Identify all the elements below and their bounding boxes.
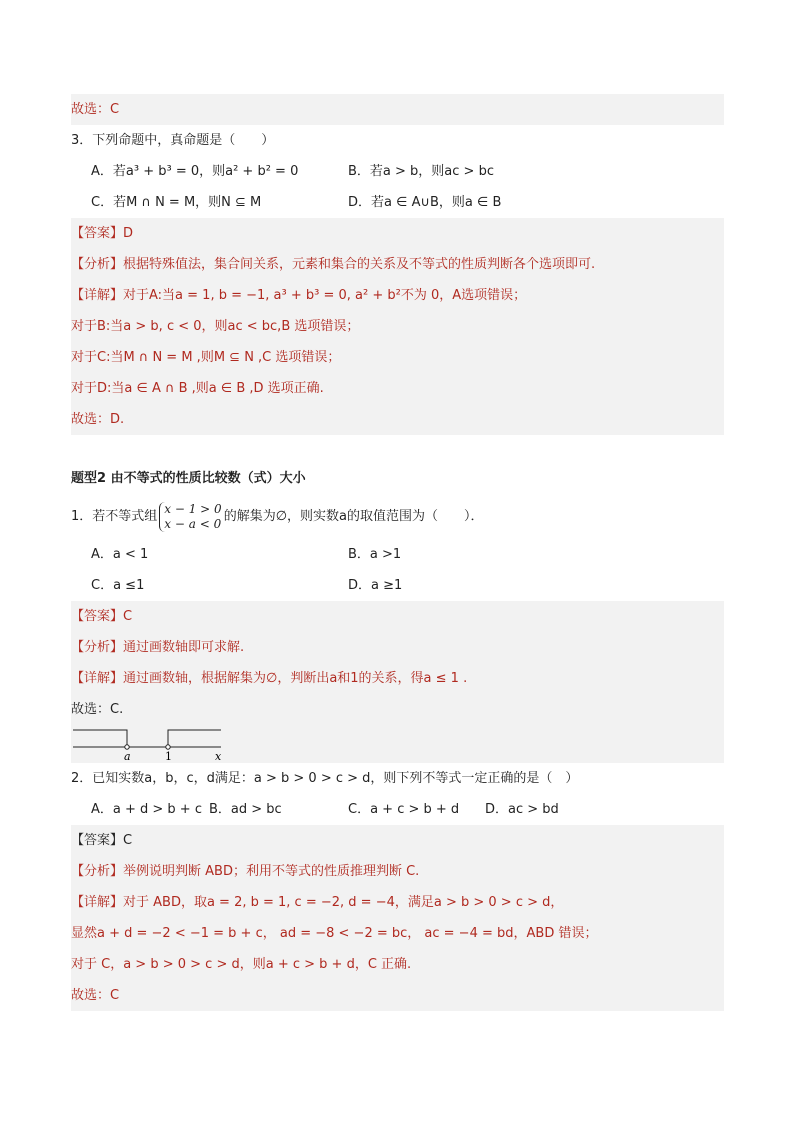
number-line-svg <box>71 725 231 763</box>
q3-detail-3: 对于C:当M ∩ N = M ,则M ⊆ N ,C 选项错误； <box>71 350 341 365</box>
q2-answer: 【答案】C <box>71 833 133 848</box>
q2-detail-1: 【详解】对于 ABD，取a = 2, b = 1, c = −2, d = −4，满足a > b > 0 > c > d， <box>71 895 564 910</box>
q2-answer-row <box>71 825 724 856</box>
q1-answer: 【答案】C <box>71 609 133 624</box>
q3-detail-2: 对于B:当a > b, c < 0，则ac < bc,B 选项错误； <box>71 319 360 334</box>
solution-bracket-left <box>73 730 127 747</box>
document-page <box>71 94 724 1011</box>
axis-label-1: 1 <box>165 750 172 763</box>
q2-detail-2: 显然a + d = −2 < −1 = b + c， ad = −8 < −2 = bc， ac = −4 = bd，ABD 错误； <box>71 926 598 941</box>
q3-stem-row <box>71 125 724 156</box>
section-title: 题型2 由不等式的性质比较数（式）大小 <box>71 471 306 486</box>
q3-detail-row-2 <box>71 311 724 342</box>
q1-detail: 【详解】通过画数轴，根据解集为∅，判断出a和1的关系，得a ≤ 1 . <box>71 671 468 686</box>
q1-option-c: C．a ≤1 <box>91 578 145 593</box>
q2-options-row <box>71 794 724 825</box>
q1-conclusion-row <box>71 694 724 725</box>
q1-system-line-2: x − a < 0 <box>164 516 222 531</box>
q1-conclusion: 故选：C. <box>71 702 124 717</box>
q3-conclusion: 故选：D. <box>71 412 125 427</box>
q3-options-row-1 <box>71 156 724 187</box>
q1-options-row-2 <box>71 570 724 601</box>
q3-option-a: A．若a³ + b³ = 0，则a² + b² = 0 <box>91 164 299 179</box>
q2-detail-row-3 <box>71 949 724 980</box>
q1-detail-row <box>71 663 724 694</box>
q3-stem: 3．下列命题中，真命题是（ ） <box>71 133 275 148</box>
q1-analysis: 【分析】通过画数轴即可求解. <box>71 640 245 655</box>
q3-analysis-row <box>71 249 724 280</box>
q3-conclusion-row <box>71 404 724 435</box>
q2-stem-row <box>71 763 724 794</box>
q3-detail-row-3 <box>71 342 724 373</box>
prev-conclusion: 故选：C <box>71 102 120 117</box>
q3-options-row-2 <box>71 187 724 218</box>
q3-detail-row-4 <box>71 373 724 404</box>
q2-option-a: A．a + d > b + c <box>91 802 202 817</box>
q1-option-d: D．a ≥1 <box>348 578 403 593</box>
q2-detail-row-2 <box>71 918 724 949</box>
q2-stem: 2．已知实数a，b，c，d满足：a > b > 0 > c > d，则下列不等式一定正确的是（ ） <box>71 771 579 786</box>
axis-label-x: x <box>215 750 222 763</box>
q1-system-line-1: x − 1 > 0 <box>164 501 222 516</box>
q3-analysis: 【分析】根据特殊值法，集合间关系，元素和集合的关系及不等式的性质判断各个选项即可. <box>71 257 596 272</box>
q3-answer-row <box>71 218 724 249</box>
q1-analysis-row <box>71 632 724 663</box>
q2-option-b: B．ad > bc <box>209 802 282 817</box>
q1-options-row-1 <box>71 539 724 570</box>
q1-stem-row <box>71 494 724 539</box>
q1-stem-prefix: 1．若不等式组 <box>71 509 158 524</box>
q2-option-c: C．a + c > b + d <box>348 802 460 817</box>
q3-option-d: D．若a ∈ A∪B，则a ∈ B <box>348 195 502 210</box>
q3-detail-row-1 <box>71 280 724 311</box>
q1-inequality-system <box>159 502 221 532</box>
q3-option-c: C．若M ∩ N = M，则N ⊆ M <box>91 195 262 210</box>
q2-conclusion-row <box>71 980 724 1011</box>
q2-detail-3: 对于 C，a > b > 0 > c > d，则a + c > b + d，C 正确. <box>71 957 412 972</box>
open-point-1 <box>166 745 170 749</box>
prev-conclusion-row <box>71 94 724 125</box>
q3-answer: 【答案】D <box>71 226 134 241</box>
q3-detail-4: 对于D:当a ∈ A ∩ B ,则a ∈ B ,D 选项正确. <box>71 381 324 396</box>
axis-label-a: a <box>124 750 131 763</box>
number-line-figure <box>71 725 724 763</box>
q1-stem-suffix: 的解集为∅，则实数a的取值范围为（ ）． <box>223 509 484 524</box>
q2-analysis: 【分析】举例说明判断 ABD；利用不等式的性质推理判断 C. <box>71 864 420 879</box>
q1-option-b: B．a >1 <box>348 547 402 562</box>
q1-answer-row <box>71 601 724 632</box>
q2-conclusion: 故选：C <box>71 988 120 1003</box>
q3-detail-1: 【详解】对于A:当a = 1, b = −1, a³ + b³ = 0, a² + b²不为 0，A选项错误； <box>71 288 527 303</box>
q2-analysis-row <box>71 856 724 887</box>
open-point-a <box>125 745 129 749</box>
q2-detail-row-1 <box>71 887 724 918</box>
q1-option-a: A．a < 1 <box>91 547 149 562</box>
q3-option-b: B．若a > b，则ac > bc <box>348 164 494 179</box>
solution-bracket-right <box>168 730 221 747</box>
q2-option-d: D．ac > bd <box>485 802 559 817</box>
